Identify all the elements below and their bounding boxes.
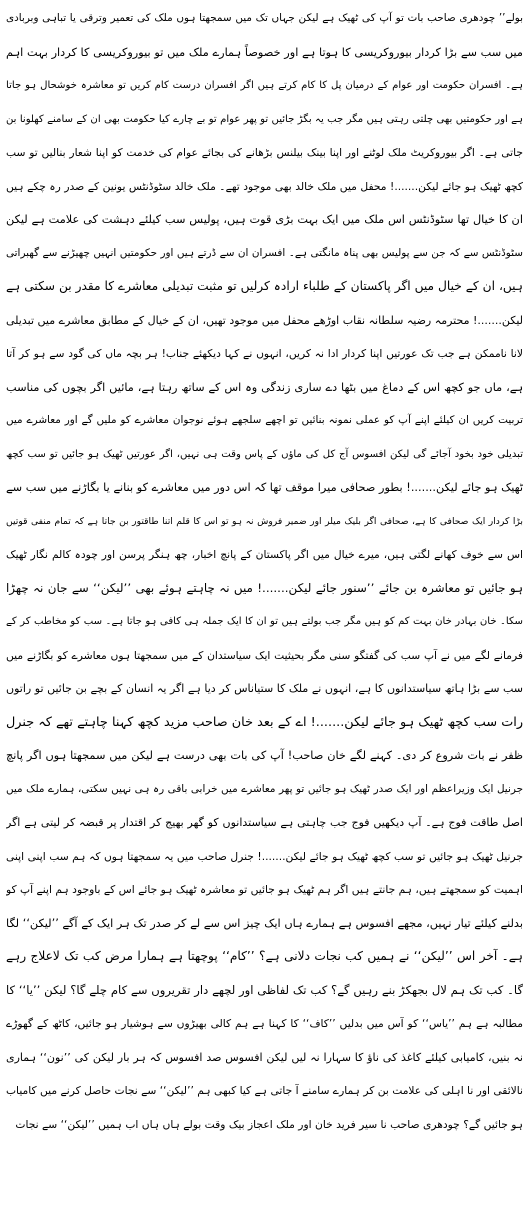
article-line: بدلنے کیلئے تیار نہیں، مجھے افسوس ہے ہمارے ہاں ایک چیز اس سے لے کر صدر تک ہر ایک کے آگے ’’لیکن‘‘ لگا: [6, 916, 523, 930]
article-line: ان کا خیال تھا سٹوڈنٹس اس ملک میں ایک بہت بڑی قوت ہیں، پولیس سب کیلئے دہشت کی علامت ہے لیکن: [6, 213, 523, 226]
article-line: فرمانے لگے میں نے آپ سب کی گفتگو سنی مگر بحیثیت ایک سیاستدان کے میں سمجھتا ہوں معاشرے کو بگاڑنے میں: [6, 648, 523, 662]
article-line: ظفر نے بات شروع کر دی۔ کہنے لگے خان صاحب! آپ کی بات بھی درست ہے لیکن میں سمجھتا ہوں اگر پانچ: [6, 749, 523, 762]
article-line: ہیں، ان کے خیال میں اگر پاکستان کے طلباء ارادہ کرلیں تو مثبت تبدیلی معاشرے کا مقدر بن سکتی ہے: [6, 279, 523, 293]
article-line: لیکن.......! محترمہ رضیہ سلطانہ نقاب اوڑھے محفل میں موجود تھیں، ان کے خیال کے مطابق معاشرے میں تبدیلی: [6, 313, 523, 327]
article-line: مطالبہ ہے ہم ’’یاس‘‘ کو آس میں بدلیں ’’کاف‘‘ کا کہنا ہے ہم کالی بھیڑوں سے ہوشیار ہو جائیں، کاٹھ کے گھوڑے: [6, 1017, 523, 1030]
article-line: کچھ ٹھیک ہو جائے لیکن.......! محفل میں ملک خالد بھی موجود تھے۔ ملک خالد سٹوڈنٹس یونین کے صدر رہ چکے ہیں: [6, 179, 523, 193]
article-line: لانا ناممکن ہے جب تک عورتیں اپنا کردار ادا نہ کریں، انہوں نے کہا دیکھئے جناب! ہر بچہ ماں کی گود سے ہو کر آتا: [6, 347, 523, 360]
article-line: رات سب کچھ ٹھیک ہو جائے لیکن.......! اے کے بعد خان صاحب مزید کچھ کہنا چاہتے تھے کہ جنرل: [6, 714, 523, 730]
article-line: ہے۔ افسران حکومت اور عوام کے درمیان پل کا کام کرتے ہیں اگر افسران درست کام کریں تو معاشرہ خوشحال ہو جاتا: [6, 80, 523, 91]
article-line: ہو جائیں تو معاشرہ بن جائے ’’سنور جائے لیکن.......! میں نہ چاہتے ہوئے بھی ’’لیکن‘‘ سے جان نہ چھڑا: [6, 580, 523, 595]
article-line: ہے اور حکومتیں بھی چلتی رہتی ہیں مگر جب یہ بگڑ جائیں تو پھر عوام تو بے چارے کیا حکومت بھی ان کے سامنے کھلونا بن: [6, 113, 523, 125]
article-line: اصل طاقت فوج ہے۔ آپ دیکھیں فوج جب چاہتی ہے سیاستدانوں کو گھر بھیج کر اقتدار پر قبضہ کر لیتی ہے اگر: [6, 816, 523, 829]
article-line: تبدیلی خود بخود آجائے گی لیکن افسوس آج کل کی ماؤں کے پاس وقت ہی نہیں، اگر عورتیں ٹھیک ہو جائیں تو سب کچھ: [6, 448, 523, 460]
article-line: ہو جائیں گے؟ چودھری صاحب نا سیر فرید خان اور ملک اعجاز بیک وقت بولے ہاں ہاں اب ہمیں ’’لیکن‘‘ سے نجات: [15, 1117, 523, 1131]
article-line: ٹھیک ہو جائے لیکن.......! بطور صحافی میرا موقف تھا کہ اس دور میں معاشرے کو بنانے یا بگاڑنے میں سب سے: [6, 481, 523, 494]
article-line: اہمیت کو سمجھتے ہیں، ہم جانتے ہیں اگر ہم ٹھیک ہو جائیں تو معاشرہ ٹھیک ہو جائے اس کے باوجود ہم اپنے آپ کو: [6, 883, 523, 896]
article-line: ہے، ماں جو کچھ اس کے دماغ میں بٹھا دے ساری زندگی وہ اس کے ساتھ رہتا ہے، مائیں اگر بچوں کی مناسب: [6, 380, 523, 394]
article-line: سب سے بڑا ہاتھ سیاستدانوں کا ہے، انہوں نے ملک کا ستیاناس کر دیا ہے اگر یہ انسان کے بچے بن جائیں تو راتوں: [6, 682, 523, 695]
article-line: گا۔ کب تک ہم لال بجھکڑ بنے رہیں گے؟ کب تک لفاظی اور لچھے دار تقریروں سے کام چلے گا؟ لیکن ’’یا‘‘ کا: [6, 982, 523, 997]
article-line: نہ بنیں، کامیابی کیلئے کاغذ کی ناؤ کا سہارا نہ لیں لیکن افسوس صد افسوس کہ ہر بار لیکن کی ’’نون‘‘ ہماری: [6, 1050, 523, 1064]
article-line: جرنیل ایک وزیراعظم اور ایک صدر ٹھیک ہو جائیں تو پھر معاشرے میں خرابی باقی رہ ہی نہیں سکتی، ہمارے ملک میں: [6, 782, 523, 795]
article-line: بڑا کردار ایک صحافی کا ہے، صحافی اگر بلیک میلر اور ضمیر فروش نہ ہو تو اس کا قلم اتنا طاقتور بن جاتا ہے کہ تمام منفی قوتیں: [6, 515, 523, 527]
article-line: نالائقی اور نا اہلی کی علامت بن کر ہمارے سامنے آ جاتی ہے کیا کبھی ہم ’’لیکن‘‘ سے نجات حاصل کرنے میں کامیاب: [6, 1084, 523, 1097]
article-line: اس سے خوف کھانے لگتی ہیں، میرے خیال میں اگر پاکستان کے پانچ اخبار، چھ ہنگر پرسن اور چودہ کالم نگار ٹھیک: [6, 548, 523, 561]
article-line: جرنیل ٹھیک ہو جائیں تو سب کچھ ٹھیک ہو جائے لیکن.......! جنرل صاحب میں یہ سمجھتا ہوں کہ ہم سب اپنی اپنی: [6, 849, 523, 863]
article-line: سکا۔ خان بہادر خان بہت کم کو ہیں مگر جب بولتے ہیں تو ان کا ایک جملہ ہی کافی ہو جاتا ہے۔ سب کو مخاطب کر کے: [6, 616, 523, 627]
article-line: تربیت کریں ان کیلئے اپنے آپ کو عملی نمونہ بنائیں تو اچھے سلجھے ہوئے نوجوان معاشرے کو ملیں گے اور معاشرے میں: [6, 414, 523, 426]
article-line: میں سب سے بڑا کردار بیوروکریسی کا ہوتا ہے اور خصوصاً ہمارے ملک میں تو بیوروکریسی کا کردار بہت اہم: [6, 45, 523, 59]
article-line: سٹوڈنٹس سے کہ جن سے پولیس بھی پناہ مانگتی ہے۔ افسران ان سے ڈرتے ہیں اور حکومتیں انہیں چھیڑنے سے گھبراتی: [6, 246, 523, 259]
article-line: ہے۔ آخر اس ’’لیکن‘‘ نے ہمیں کب نجات دلانی ہے؟ ’’کام‘‘ پوچھتا ہے ہمارا مرض کب تک لاعلاج رہے: [6, 949, 523, 963]
article-line: جاتی ہے۔ اگر بیوروکریٹ ملک لوٹنے اور اپنا بینک بیلنس بڑھانے کی بجائے عوام کی خدمت کو اپنا شعار بنالیں تو سب: [6, 146, 523, 159]
article-line: بولے’’ چودھری صاحب بات تو آپ کی ٹھیک ہے لیکن جہاں تک میں سمجھتا ہوں ملک کی تعمیر وترقی یا تباہی وبربادی: [6, 12, 523, 24]
